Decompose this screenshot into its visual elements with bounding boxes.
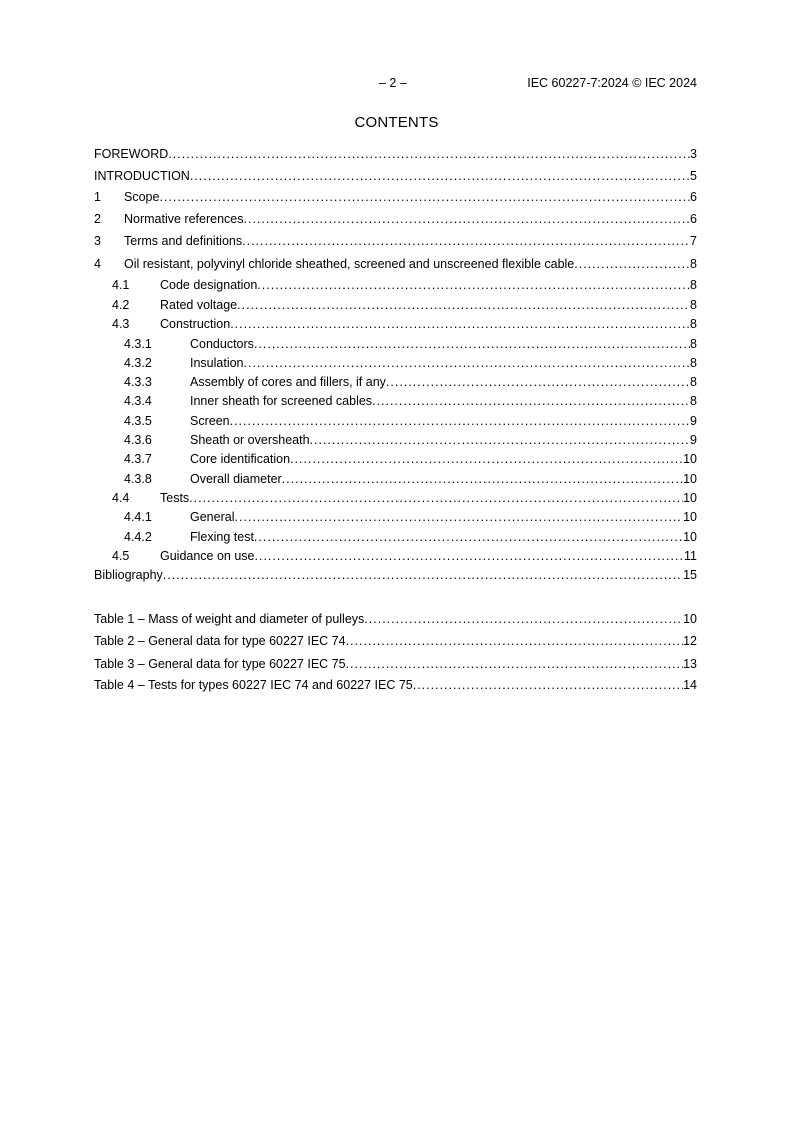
table-list-page: 13	[683, 657, 697, 671]
toc-entry-line	[94, 611, 697, 627]
toc-entry[interactable]	[94, 509, 697, 525]
table-list-page: 10	[683, 612, 697, 626]
table-list-entry[interactable]	[94, 677, 697, 693]
dot-leader	[189, 490, 683, 506]
standard-reference: IEC 60227-7:2024 © IEC 2024	[527, 76, 697, 90]
dot-leader	[282, 471, 683, 487]
toc-entry-page: 10	[683, 530, 697, 544]
toc-entry-page: 8	[690, 375, 697, 389]
toc-entry-label: Core identification	[190, 452, 291, 466]
table-list-page: 14	[683, 678, 697, 692]
toc-entry-line	[190, 374, 697, 390]
toc-entry-page: 8	[690, 337, 697, 351]
toc-entry-label: Inner sheath for screened cables	[190, 394, 373, 408]
toc-entry-line	[94, 567, 697, 583]
toc-entry-number: 4.2	[112, 298, 130, 312]
toc-entry[interactable]	[94, 316, 697, 332]
toc-entry-label: General	[190, 510, 235, 524]
dot-leader	[310, 432, 691, 448]
page-number: – 2 –	[379, 76, 407, 90]
dot-leader	[234, 509, 683, 525]
toc-entry[interactable]	[94, 277, 697, 293]
toc-entry-label: Guidance on use	[160, 549, 255, 563]
toc-entry-page: 8	[690, 298, 697, 312]
toc-entry-line	[190, 529, 697, 545]
toc-entry-page: 9	[690, 433, 697, 447]
toc-entry-line	[160, 277, 697, 293]
toc-entry-line	[190, 393, 697, 409]
toc-entry-line	[124, 233, 697, 249]
toc-entry[interactable]	[94, 529, 697, 545]
table-list-label: Table 2 – General data for type 60227 IEC 74	[94, 634, 346, 648]
toc-entry-number: 4.3.5	[124, 414, 152, 428]
toc-entry-label: Assembly of cores and fillers, if any	[190, 375, 386, 389]
table-list-page: 12	[683, 634, 697, 648]
toc-entry-number: 4.3.7	[124, 452, 152, 466]
toc-entry-number: 4.3.1	[124, 337, 152, 351]
dot-leader	[254, 336, 690, 352]
toc-entry-number: 1	[94, 190, 101, 204]
toc-entry-page: 11	[684, 549, 697, 563]
toc-entry-page: 7	[690, 234, 697, 248]
toc-entry-line	[190, 336, 697, 352]
toc-entry-number: 4	[94, 257, 101, 271]
toc-entry-label: Code designation	[160, 278, 258, 292]
toc-entry-label: Insulation	[190, 356, 244, 370]
dot-leader	[290, 451, 683, 467]
toc-entry-line	[94, 656, 697, 672]
toc-entry[interactable]	[94, 432, 697, 448]
toc-entry-line	[124, 211, 697, 227]
toc-entry-label: Sheath or oversheath	[190, 433, 310, 447]
dot-leader	[230, 316, 690, 332]
toc-entry-line	[190, 355, 697, 371]
dot-leader	[190, 168, 690, 184]
toc-entry-number: 4.3	[112, 317, 130, 331]
toc-entry-line	[94, 677, 697, 693]
toc-entry-line	[124, 189, 697, 205]
toc-entry-number: 4.1	[112, 278, 130, 292]
toc-entry-page: 8	[690, 394, 697, 408]
dot-leader	[257, 277, 690, 293]
toc-entry-label: FOREWORD	[94, 147, 169, 161]
toc-entry[interactable]	[94, 451, 697, 467]
dot-leader	[230, 413, 690, 429]
dot-leader	[244, 355, 691, 371]
table-list-entry[interactable]	[94, 633, 697, 649]
toc-entry-label: INTRODUCTION	[94, 169, 190, 183]
dot-leader	[574, 256, 690, 272]
toc-entry-page: 3	[690, 147, 697, 161]
dot-leader	[255, 548, 685, 564]
toc-entry-line	[190, 413, 697, 429]
toc-entry-line	[94, 633, 697, 649]
toc-entry-label: Oil resistant, polyvinyl chloride sheathed, screened and unscreened flexible cable	[124, 257, 575, 271]
toc-entry[interactable]	[94, 548, 697, 564]
toc-entry[interactable]	[94, 336, 697, 352]
dot-leader	[242, 233, 690, 249]
toc-entry[interactable]	[94, 168, 697, 184]
toc-entry[interactable]	[94, 471, 697, 487]
toc-entry[interactable]	[94, 490, 697, 506]
toc-entry-label: Normative references	[124, 212, 244, 226]
toc-entry-page: 9	[690, 414, 697, 428]
toc-entry-number: 4.5	[112, 549, 130, 563]
dot-leader	[346, 656, 684, 672]
table-list-entry[interactable]	[94, 656, 697, 672]
toc-entry-line	[124, 256, 697, 272]
toc-entry-line	[190, 432, 697, 448]
toc-entry-line	[190, 451, 697, 467]
toc-entry-number: 4.3.3	[124, 375, 152, 389]
toc-entry-line	[94, 146, 697, 162]
toc-entry-page: 6	[690, 212, 697, 226]
toc-entry[interactable]	[94, 297, 697, 313]
toc-entry-label: Screen	[190, 414, 230, 428]
toc-entry-label: Rated voltage	[160, 298, 238, 312]
dot-leader	[168, 146, 690, 162]
table-list-entry[interactable]	[94, 611, 697, 627]
toc-entry[interactable]	[94, 413, 697, 429]
toc-entry-page: 15	[683, 568, 697, 582]
toc-entry-line	[160, 297, 697, 313]
dot-leader	[364, 611, 683, 627]
toc-entry-page: 10	[683, 452, 697, 466]
toc-entry-label: Bibliography	[94, 568, 163, 582]
toc-entry-label: Flexing test	[190, 530, 254, 544]
toc-entry[interactable]	[94, 256, 697, 272]
toc-entry-label: Scope	[124, 190, 160, 204]
toc-entry-number: 4.3.4	[124, 394, 152, 408]
toc-entry-line	[190, 471, 697, 487]
toc-entry[interactable]	[94, 567, 697, 583]
dot-leader	[237, 297, 690, 313]
toc-entry-line	[160, 490, 697, 506]
toc-entry-label: Terms and definitions	[124, 234, 243, 248]
toc-entry-page: 5	[690, 169, 697, 183]
toc-entry-page: 6	[690, 190, 697, 204]
toc-entry-label: Overall diameter	[190, 472, 282, 486]
toc-entry[interactable]	[94, 374, 697, 390]
dot-leader	[413, 677, 683, 693]
toc-entry-page: 8	[690, 317, 697, 331]
toc-entry[interactable]	[94, 211, 697, 227]
toc-entry-line	[160, 316, 697, 332]
toc-entry-line	[94, 168, 697, 184]
toc-entry-number: 4.4.2	[124, 530, 152, 544]
toc-entry-page: 8	[690, 356, 697, 370]
table-list-label: Table 4 – Tests for types 60227 IEC 74 and 60227 IEC 75	[94, 678, 413, 692]
toc-entry-label: Construction	[160, 317, 231, 331]
table-list-label: Table 3 – General data for type 60227 IEC 75	[94, 657, 346, 671]
toc-entry-page: 10	[683, 510, 697, 524]
dot-leader	[254, 529, 683, 545]
dot-leader	[372, 393, 690, 409]
dot-leader	[244, 211, 691, 227]
toc-entry-number: 4.4	[112, 491, 130, 505]
toc-entry-line	[190, 509, 697, 525]
dot-leader	[346, 633, 684, 649]
toc-entry[interactable]	[94, 189, 697, 205]
toc-entry[interactable]	[94, 233, 697, 249]
toc-entry-page: 8	[690, 257, 697, 271]
dot-leader	[159, 189, 690, 205]
toc-entry-label: Conductors	[190, 337, 254, 351]
toc-entry-page: 8	[690, 278, 697, 292]
toc-entry-number: 4.4.1	[124, 510, 152, 524]
page-header	[94, 76, 697, 92]
toc-entry-number: 4.3.6	[124, 433, 152, 447]
dot-leader	[386, 374, 690, 390]
dot-leader	[163, 567, 683, 583]
toc-entry-number: 2	[94, 212, 101, 226]
table-list-label: Table 1 – Mass of weight and diameter of pulleys	[94, 612, 365, 626]
toc-entry-line	[160, 548, 697, 564]
toc-entry[interactable]	[94, 146, 697, 162]
toc-entry-page: 10	[683, 472, 697, 486]
toc-entry[interactable]	[94, 355, 697, 371]
toc-entry-number: 4.3.8	[124, 472, 152, 486]
contents-title: CONTENTS	[354, 114, 439, 131]
toc-entry[interactable]	[94, 393, 697, 409]
toc-entry-number: 4.3.2	[124, 356, 152, 370]
toc-entry-page: 10	[683, 491, 697, 505]
toc-entry-label: Tests	[160, 491, 190, 505]
toc-entry-number: 3	[94, 234, 101, 248]
